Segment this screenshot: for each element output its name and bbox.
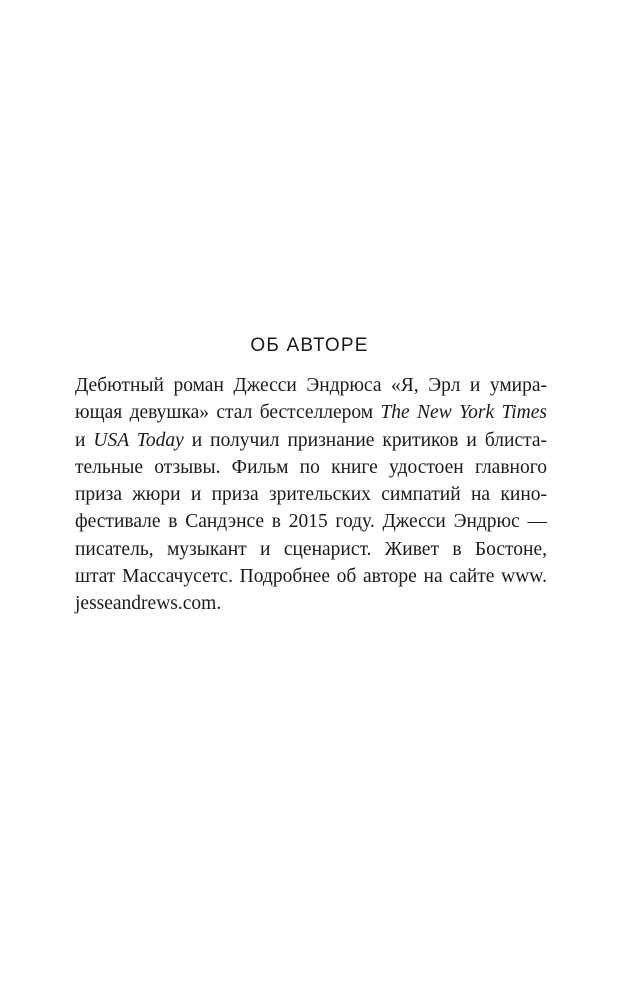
bio-line-8: штат Массачусетс. Подробнее об авторе на сайте www. (75, 566, 547, 588)
newspaper-title-usa-today: USA Today (93, 429, 184, 451)
bio-line-2: ющая девушка» стал бестселлером The New York Times (75, 402, 547, 424)
author-bio-paragraph (75, 372, 547, 618)
bio-line-7: писатель, музыкант и сценарист. Живет в Бостоне, (75, 538, 547, 560)
bio-line-9: jesseandrews.com. (75, 593, 222, 615)
bio-line-1: Дебютный роман Джесси Эндрюса «Я, Эрл и умира- (75, 375, 547, 396)
section-heading: ОБ АВТОРЕ (250, 335, 369, 356)
bio-line-4: тельные отзывы. Фильм по книге удостоен главного (75, 456, 547, 478)
bio-line-5: приза жюри и приза зрительских симпатий на кино- (75, 484, 547, 506)
bio-line-3: и USA Today и получил признание критиков и блиста- (75, 429, 548, 451)
bio-line-6: фестивале в Сандэнсе в 2015 году. Джесси Эндрюс — (75, 511, 547, 533)
newspaper-title-nyt: The New York Times (380, 402, 547, 424)
